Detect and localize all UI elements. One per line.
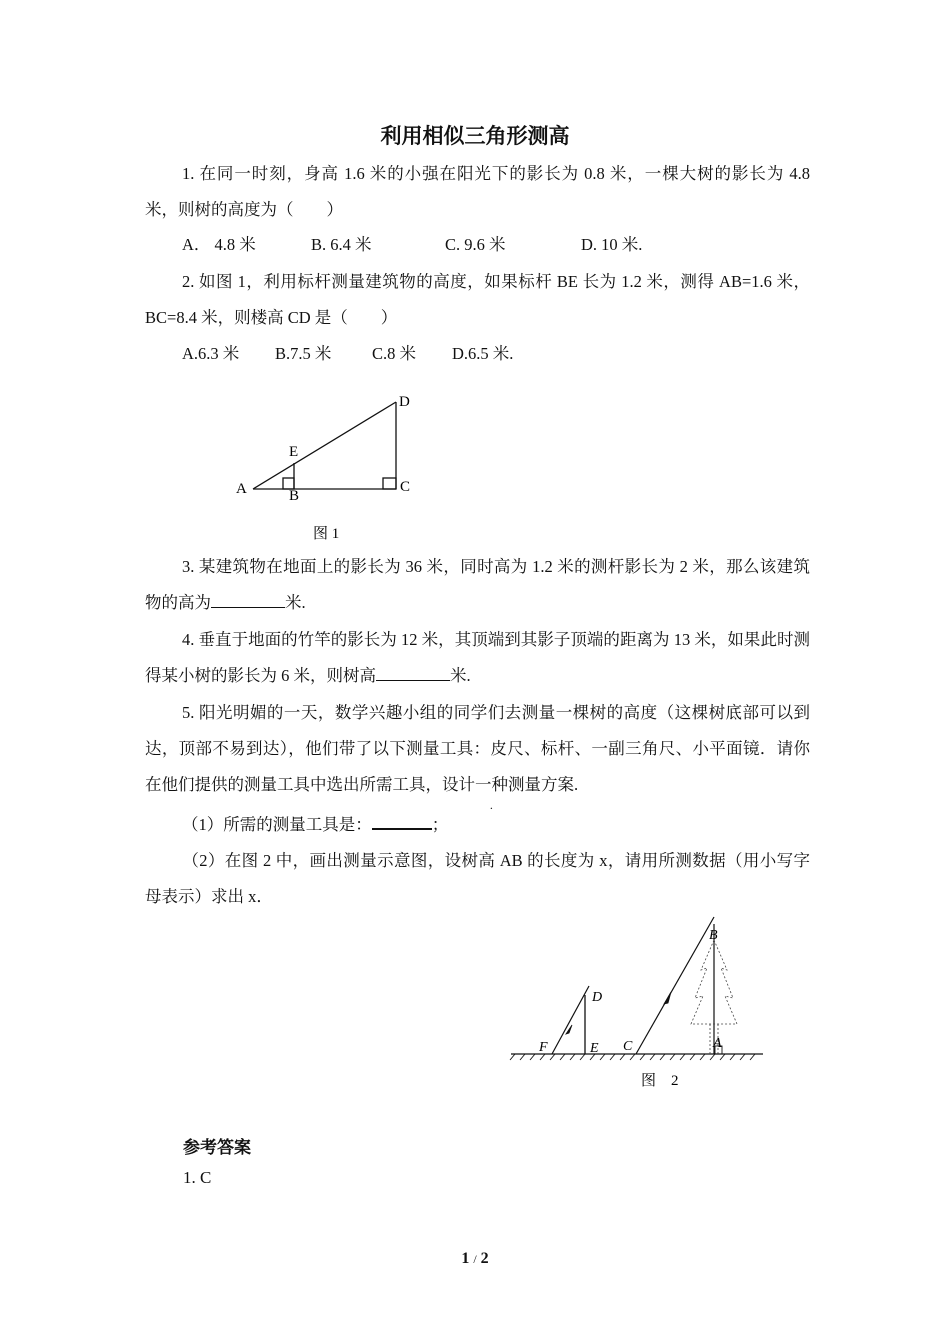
part-1-end: ； <box>431 815 449 834</box>
question-5-emphasis: 一种 <box>475 775 508 794</box>
label-e: E <box>289 444 299 460</box>
label-c: C <box>400 479 411 495</box>
figure-1 <box>220 385 430 550</box>
question-3-unit: 米. <box>285 593 306 612</box>
tools-blank[interactable] <box>372 812 432 830</box>
sun-ray-small <box>552 986 589 1054</box>
figure-2 <box>505 912 770 1097</box>
question-2 <box>145 264 810 336</box>
label-b: B <box>289 488 300 504</box>
option-c: C.8 米 <box>372 344 417 363</box>
question-1-text: 1. 在同一时刻，身高 1.6 米的小强在阳光下的影长为 0.8 米，一棵大树的影长为 4.8 米，则树的高度为（ ） <box>145 164 810 219</box>
question-3 <box>145 549 810 621</box>
question-4 <box>145 622 810 694</box>
option-a: A． 4.8 米 <box>182 235 256 254</box>
answer-blank[interactable] <box>211 591 285 608</box>
option-d: D. 10 米. <box>581 235 643 254</box>
label-c: C <box>623 1039 633 1054</box>
figure-2-caption: 图 2 <box>641 1073 679 1089</box>
sun-ray-large <box>636 917 714 1054</box>
page-title: 利用相似三角形测高 <box>380 124 570 148</box>
option-c: C. 9.6 米 <box>445 235 506 254</box>
part-1-text: （1）所需的测量工具是： <box>182 815 372 834</box>
answer-blank[interactable] <box>376 664 450 681</box>
page-number <box>0 1250 950 1268</box>
question-4-text: 4. 垂直于地面的竹竿的影长为 12 米，其顶端到其影子顶端的距离为 13 米，如果此时测得某小树的影长为 6 米，则树高 <box>145 630 810 685</box>
part-2-text: （2）在图 2 中，画出测量示意图，设树高 AB 的长度为 x，请用所测数据（用小写字母表示）求出 x． <box>145 851 810 906</box>
answer-1: 1. C <box>183 1168 212 1187</box>
option-b: B. 6.4 米 <box>311 235 372 254</box>
question-1 <box>145 156 810 228</box>
page-separator: / <box>473 1252 477 1266</box>
page-current: 1 <box>461 1250 470 1267</box>
option-d: D.6.5 米. <box>452 344 514 363</box>
option-a: A.6.3 米 <box>182 344 240 363</box>
question-5-text-end: 测量方案. <box>508 775 579 794</box>
question-2-options <box>182 342 513 366</box>
label-b: B <box>709 928 718 943</box>
option-b: B.7.5 米 <box>275 344 332 363</box>
question-4-unit: 米. <box>450 666 471 685</box>
arrow-large <box>664 992 671 1004</box>
question-2-text: 2. 如图 1，利用标杆测量建筑物的高度，如果标杆 BE 长为 1.2 米，测得 AB=1.6 米，BC=8.4 米，则楼高 CD 是（ ） <box>145 272 810 327</box>
right-angle-c <box>383 478 396 489</box>
label-a: A <box>236 481 247 497</box>
page-total: 2 <box>480 1250 489 1267</box>
question-5 <box>145 695 810 803</box>
answers-heading: 参考答案 <box>183 1138 251 1158</box>
question-5-part-1 <box>145 807 810 843</box>
label-d: D <box>592 990 603 1005</box>
label-a: A <box>713 1036 722 1051</box>
label-f: F <box>539 1040 548 1055</box>
label-e: E <box>590 1041 599 1056</box>
label-d: D <box>399 394 410 410</box>
question-5-part-2 <box>145 843 810 915</box>
sight-line <box>253 402 396 489</box>
question-3-text: 3. 某建筑物在地面上的影长为 36 米，同时高为 1.2 米的测杆影长为 2 米，那么该建筑物的高为 <box>145 557 810 612</box>
question-1-options <box>182 233 642 257</box>
question-5-text: 5. 阳光明媚的一天，数学兴趣小组的同学们去测量一棵树的高度（这棵树底部可以到达，顶部不易到达），他们带了以下测量工具：皮尺、标杆、一副三角尺、小平面镜．请你在他们提供的测量工具中选出所需工具，设计 <box>145 703 810 794</box>
figure-1-caption: 图 1 <box>313 526 340 542</box>
